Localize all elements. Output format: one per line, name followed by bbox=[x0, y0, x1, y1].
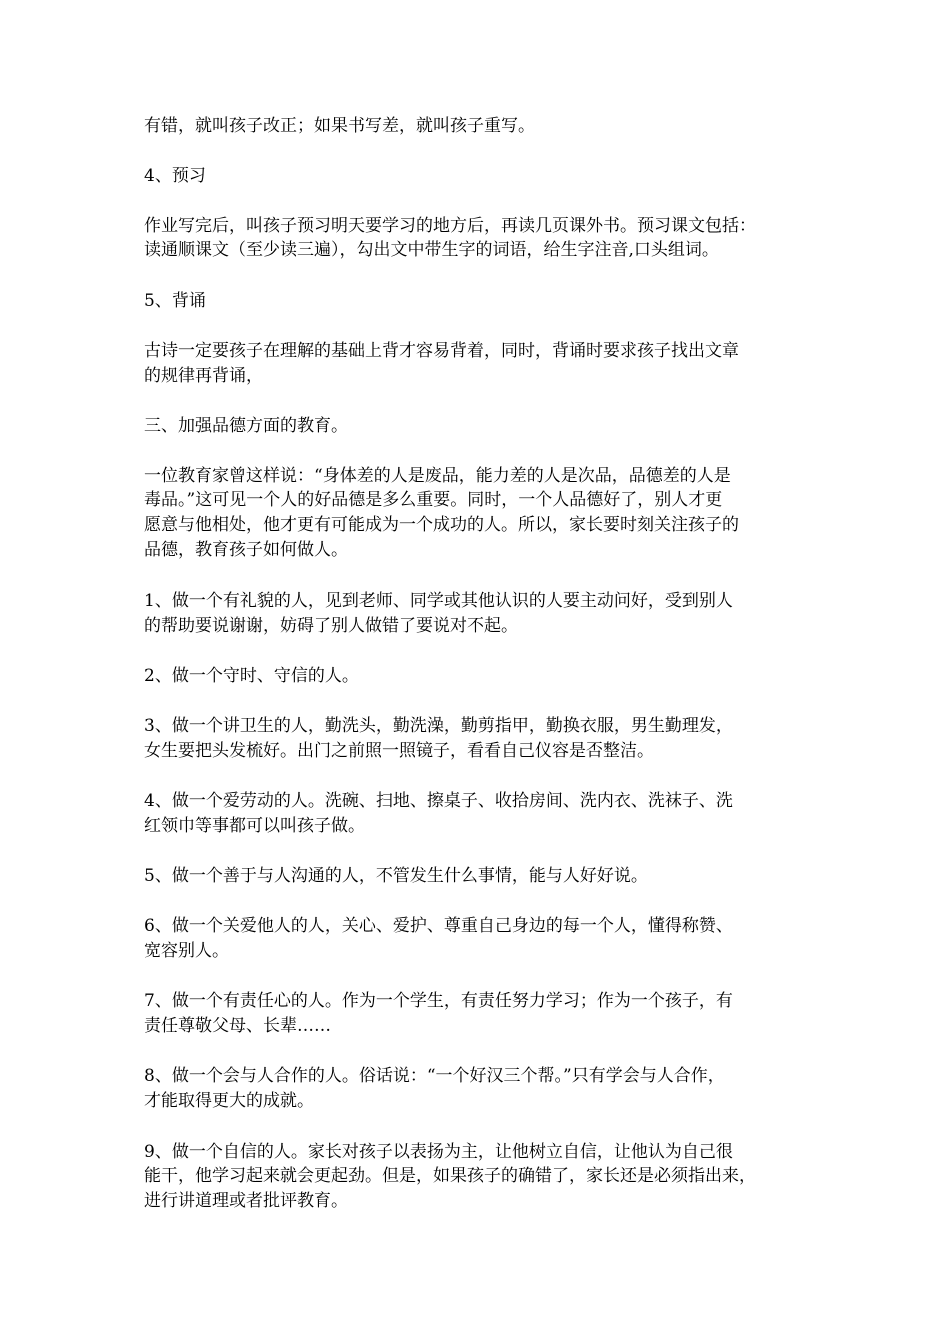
paragraph-line: 作业写完后，叫孩子预习明天要学习的地方后，再读几页课外书。预习课文包括： bbox=[144, 216, 756, 236]
paragraph-line: 一位教育家曾这样说：“身体差的人是废品，能力差的人是次品，品德差的人是 bbox=[144, 466, 731, 486]
list-item-line: 7、做一个有责任心的人。作为一个学生，有责任努力学习；作为一个孩子，有 bbox=[144, 991, 733, 1011]
list-item-line: 9、做一个自信的人。家长对孩子以表扬为主，让他树立自信，让他认为自己很 bbox=[144, 1142, 733, 1162]
paragraph-line: 愿意与他相处，他才更有可能成为一个成功的人。所以，家长要时刻关注孩子的 bbox=[144, 515, 739, 535]
list-item-line: 2、做一个守时、守信的人。 bbox=[144, 666, 359, 686]
section-heading: 4、预习 bbox=[144, 166, 206, 186]
paragraph-line: 古诗一定要孩子在理解的基础上背才容易背着，同时，背诵时要求孩子找出文章 bbox=[144, 341, 739, 361]
paragraph-line: 品德，教育孩子如何做人。 bbox=[144, 540, 348, 560]
section-heading: 三、加强品德方面的教育。 bbox=[144, 416, 348, 436]
paragraph-line: 毒品。”这可见一个人的好品德是多么重要。同时，一个人品德好了，别人才更 bbox=[144, 490, 723, 510]
paragraph-line: 读通顺课文（至少读三遍），勾出文中带生字的词语，给生字注音,口头组词。 bbox=[144, 240, 719, 260]
list-item-line: 才能取得更大的成就。 bbox=[144, 1091, 314, 1111]
list-item-line: 女生要把头发梳好。出门之前照一照镜子，看看自己仪容是否整洁。 bbox=[144, 741, 654, 761]
list-item-line: 宽容别人。 bbox=[144, 941, 229, 961]
list-item-line: 的帮助要说谢谢，妨碍了别人做错了要说对不起。 bbox=[144, 616, 518, 636]
list-item-line: 责任尊敬父母、长辈…… bbox=[144, 1016, 331, 1036]
list-item-line: 6、做一个关爱他人的人，关心、爱护、尊重自己身边的每一个人，懂得称赞、 bbox=[144, 916, 733, 936]
section-heading: 5、背诵 bbox=[144, 291, 206, 311]
list-item-line: 3、做一个讲卫生的人，勤洗头，勤洗澡，勤剪指甲，勤换衣服，男生勤理发， bbox=[144, 716, 733, 736]
paragraph-line: 的规律再背诵， bbox=[144, 366, 263, 386]
list-item-line: 4、做一个爱劳动的人。洗碗、扫地、擦桌子、收拾房间、洗内衣、洗袜子、洗 bbox=[144, 791, 733, 811]
paragraph-line: 有错，就叫孩子改正；如果书写差，就叫孩子重写。 bbox=[144, 116, 535, 136]
list-item-line: 能干，他学习起来就会更起劲。但是，如果孩子的确错了，家长还是必须指出来， bbox=[144, 1166, 756, 1186]
list-item-line: 1、做一个有礼貌的人，见到老师、同学或其他认识的人要主动问好，受到别人 bbox=[144, 591, 733, 611]
list-item-line: 进行讲道理或者批评教育。 bbox=[144, 1191, 348, 1211]
list-item-line: 5、做一个善于与人沟通的人，不管发生什么事情，能与人好好说。 bbox=[144, 866, 648, 886]
list-item-line: 红领巾等事都可以叫孩子做。 bbox=[144, 816, 365, 836]
list-item-line: 8、做一个会与人合作的人。俗话说：“一个好汉三个帮。”只有学会与人合作， bbox=[144, 1066, 725, 1086]
